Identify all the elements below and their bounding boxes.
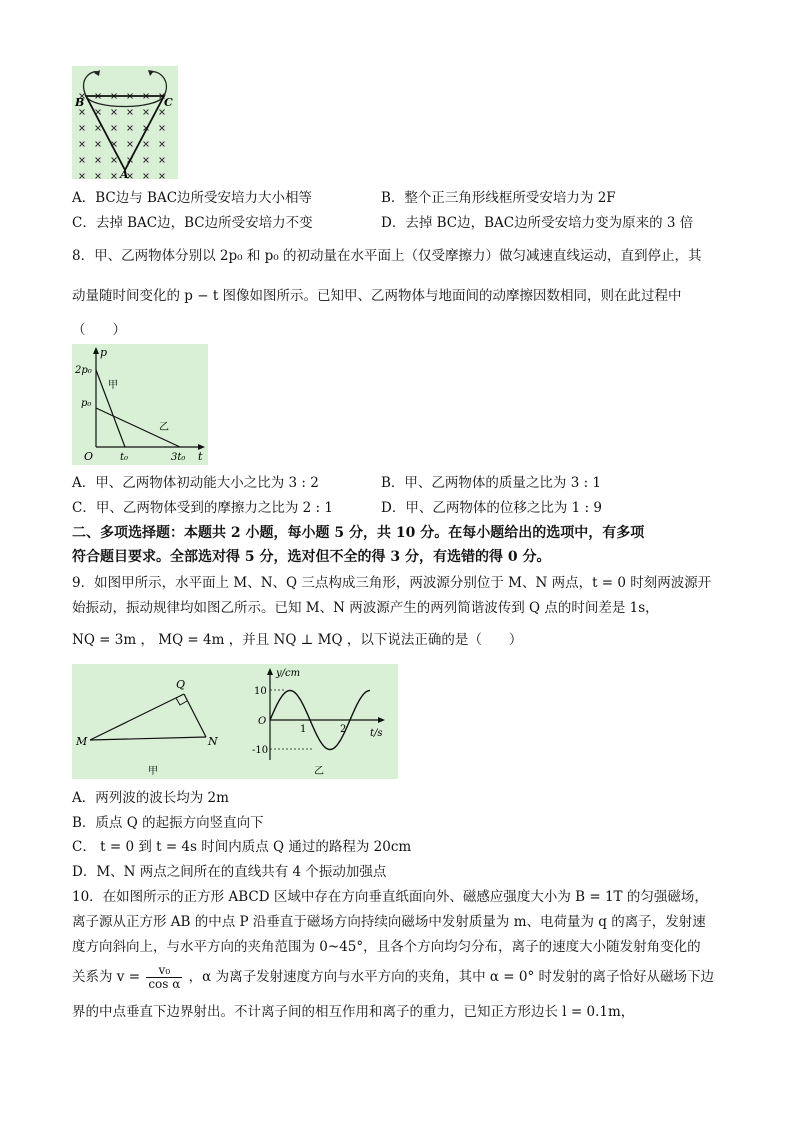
point-n-label: N xyxy=(208,735,218,748)
q7-triangle-diagram xyxy=(72,66,178,179)
q8-p-t-graph xyxy=(72,344,208,465)
vertex-b-label: B xyxy=(75,96,85,109)
vertex-c-label: C xyxy=(164,96,173,109)
tick-3t0: 3t₀ xyxy=(171,452,186,463)
field-cross-mark xyxy=(160,158,165,163)
q9-diagrams xyxy=(72,664,398,779)
q7-option-a[interactable]: A．BC边与 BAC边所受安培力大小相等 xyxy=(72,190,313,206)
field-cross-mark xyxy=(144,142,149,147)
q9-stem-line3: NQ = 3m ， MQ = 4m ，并且 NQ ⊥ MQ ，以下说法正确的是（ ） xyxy=(72,632,523,648)
field-cross-mark xyxy=(80,110,85,115)
x-axis-label: t/s xyxy=(370,728,383,739)
field-cross-mark xyxy=(160,174,165,179)
tick-2: 2 xyxy=(340,724,347,735)
point-m-label: M xyxy=(76,735,88,748)
label-yi: 乙 xyxy=(159,422,169,433)
field-cross-mark xyxy=(160,110,165,115)
origin-label: O xyxy=(84,450,94,463)
point-q-label: Q xyxy=(176,678,186,691)
q10-line5: 界的中点垂直下边界射出。不计离子间的相互作用和离子的重力，已知正方形边长 l = 0.1m， xyxy=(72,1004,635,1020)
field-cross-mark xyxy=(128,126,133,131)
field-cross-mark xyxy=(144,158,149,163)
q10-line3: 度方向斜向上，与水平方向的夹角范围为 0~45°，且各个方向均匀分布，离子的速度大小随发射角变化的 xyxy=(72,939,701,955)
q7-option-c[interactable]: C．去掉 BAC边，BC边所受安培力不变 xyxy=(72,215,313,231)
section2-heading-line1: 二、多项选择题：本题共 2 小题，每小题 5 分，共 10 分。在每小题给出的选项中，有多项 xyxy=(72,525,645,541)
field-cross-mark xyxy=(112,110,117,115)
field-cross-mark xyxy=(80,174,85,179)
q9-option-d[interactable]: D．M、N 两点之间所在的直线共有 4 个振动加强点 xyxy=(72,864,387,880)
field-cross-mark xyxy=(144,174,149,179)
q8-stem-line2: 动量随时间变化的 p − t 图像如图所示。已知甲、乙两物体与地面间的动摩擦因数相同，则在此过程中 xyxy=(72,288,682,304)
q8-option-a[interactable]: A．甲、乙两物体初动能大小之比为 3 : 2 xyxy=(72,475,319,491)
y-axis-label: y/cm xyxy=(276,668,301,679)
tick-minus-10: -10 xyxy=(252,745,269,756)
field-cross-mark xyxy=(128,110,133,115)
field-cross-mark xyxy=(144,110,149,115)
field-cross-mark xyxy=(112,126,117,131)
field-cross-mark xyxy=(96,126,101,131)
q7-option-d[interactable]: D．去掉 BC边，BAC边所受安培力变为原来的 3 倍 xyxy=(381,215,694,231)
q9-option-a[interactable]: A．两列波的波长均为 2m xyxy=(72,790,229,806)
field-cross-mark xyxy=(112,158,117,163)
section2-heading-line2: 符合题目要求。全部选对得 5 分，选对但不全的得 3 分，有选错的得 0 分。 xyxy=(72,549,551,565)
q8-graph xyxy=(72,344,208,465)
tick-p0: p₀ xyxy=(81,398,92,409)
label-jia: 甲 xyxy=(108,380,118,391)
field-cross-mark xyxy=(112,174,117,179)
fraction-numerator: v₀ xyxy=(146,964,182,978)
field-cross-mark xyxy=(160,142,165,147)
q8-option-d[interactable]: D．甲、乙两物体的位移之比为 1 : 9 xyxy=(381,500,602,516)
q9-option-c[interactable]: C． t = 0 到 t = 4s 时间内质点 Q 通过的路程为 20cm xyxy=(72,839,412,855)
q8-blank: （ ） xyxy=(72,322,126,338)
q8-option-b[interactable]: B．甲、乙两物体的质量之比为 3 : 1 xyxy=(381,475,602,491)
q9-stem-line1: 9．如图甲所示，水平面上 M、N、Q 三点构成三角形，两波源分别位于 M、N 两点，t = 0 时刻两波源开 xyxy=(72,575,712,591)
q7-figure xyxy=(72,66,178,179)
q10-line4 xyxy=(72,962,714,992)
q10-line4-post: ，α 为离子发射速度方向与水平方向的夹角，其中 α = 0° 时发射的离子恰好从磁场下边 xyxy=(188,969,714,985)
vertex-a-label: A xyxy=(120,168,129,179)
caption-yi: 乙 xyxy=(314,766,324,777)
x-axis-label: t xyxy=(198,450,203,463)
velocity-fraction xyxy=(146,964,182,991)
field-cross-mark xyxy=(96,158,101,163)
q10-line2: 离子源从正方形 AB 的中点 P 沿垂直于磁场方向持续向磁场中发射质量为 m、电荷量为 q 的离子，发射速 xyxy=(72,914,706,930)
q10-line4-pre: 关系为 v = xyxy=(72,969,141,985)
q8-option-c[interactable]: C．甲、乙两物体受到的摩擦力之比为 2 : 1 xyxy=(72,500,333,516)
tick-1: 1 xyxy=(300,724,307,735)
q9-option-b[interactable]: B．质点 Q 的起振方向竖直向下 xyxy=(72,815,264,831)
origin-label: O xyxy=(258,716,267,727)
q10-line1: 10．在如图所示的正方形 ABCD 区域中存在方向垂直纸面向外、磁感应强度大小为 B = 1T 的匀强磁场， xyxy=(72,889,708,905)
q7-option-b[interactable]: B．整个正三角形线框所受安培力为 2F xyxy=(381,190,616,206)
q9-stem-line2: 始振动，振动规律均如图乙所示。已知 M、N 两波源产生的两列简谐波传到 Q 点的时间差是 1s， xyxy=(72,600,659,616)
field-cross-mark xyxy=(80,126,85,131)
field-cross-mark xyxy=(96,174,101,179)
tick-10: 10 xyxy=(254,686,267,697)
field-cross-mark xyxy=(128,142,133,147)
q9-figure xyxy=(72,664,398,779)
q8-stem-line1: 8．甲、乙两物体分别以 2p₀ 和 p₀ 的初动量在水平面上（仅受摩擦力）做匀减速直线运动，直到停止，其 xyxy=(72,248,702,264)
field-cross-mark xyxy=(80,158,85,163)
field-cross-mark xyxy=(160,126,165,131)
tick-2p0: 2p₀ xyxy=(75,365,92,376)
y-axis-label: p xyxy=(100,346,108,359)
field-cross-mark xyxy=(96,142,101,147)
field-cross-mark xyxy=(80,142,85,147)
tick-t0: t₀ xyxy=(120,452,129,463)
fraction-denominator: cos α xyxy=(148,977,181,991)
caption-jia: 甲 xyxy=(148,766,158,777)
